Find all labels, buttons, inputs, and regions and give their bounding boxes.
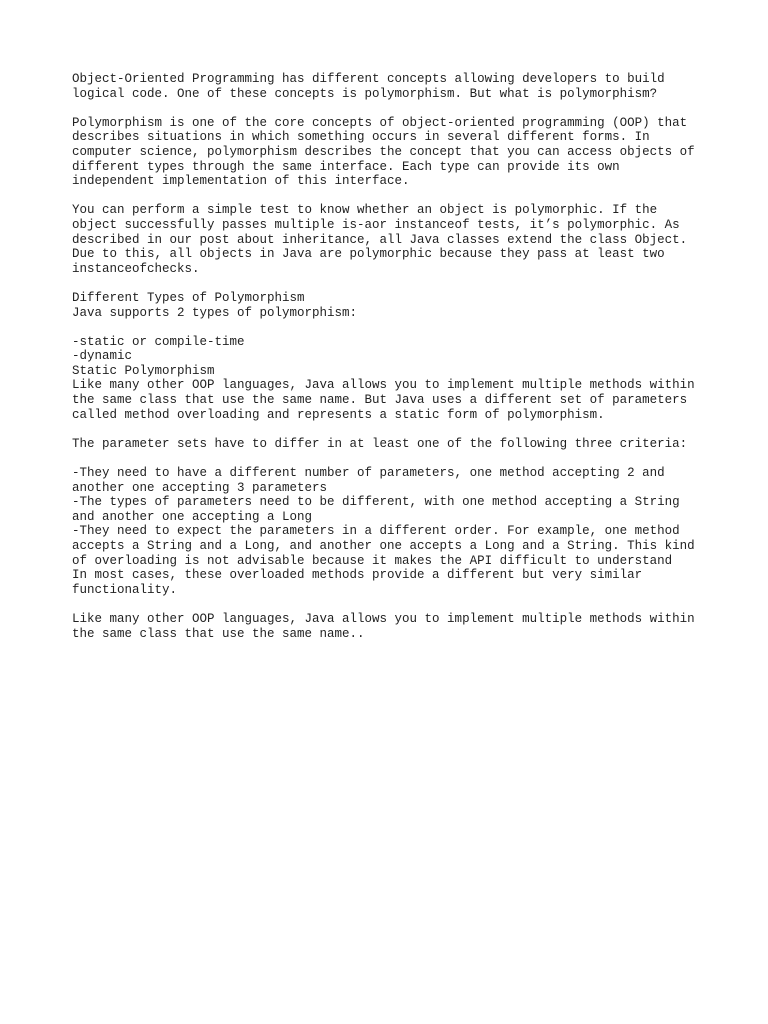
text-line: The parameter sets have to differ in at least one of the following three criteria:: [72, 436, 688, 451]
text-line: of overloading is not advisable because it makes the API difficult to understand: [72, 553, 673, 568]
paragraph-test: [72, 203, 712, 276]
text-line: logical code. One of these concepts is polymorphism. But what is polymorphism?: [72, 86, 658, 101]
paragraph-closing: [72, 612, 712, 641]
text-line: computer science, polymorphism describes the concept that you can access objects of: [72, 144, 695, 159]
list-item: -They need to expect the parameters in a different order. For example, one method: [72, 524, 680, 539]
text-line: describes situations in which something occurs in several different forms. In: [72, 130, 650, 145]
text-line: accepts a String and a Long, and another one accepts a Long and a String. This kind: [72, 539, 695, 553]
text-line: different types through the same interface. Each type can provide its own: [72, 159, 620, 174]
section-criteria: [72, 466, 712, 597]
text-line: called method overloading and represents a static form of polymorphism.: [72, 407, 605, 422]
text-line: Java supports 2 types of polymorphism:: [72, 305, 358, 320]
paragraph-intro: [72, 72, 712, 101]
list-item: -The types of parameters need to be different, with one method accepting a String: [72, 495, 680, 510]
text-line: independent implementation of this interface.: [72, 174, 410, 189]
text-line: You can perform a simple test to know whether an object is polymorphic. If the: [72, 203, 658, 218]
paragraph-criteria-intro: [72, 437, 712, 452]
text-line: the same class that use the same name. But Java uses a different set of parameters: [72, 393, 688, 408]
text-line: instanceofchecks.: [72, 261, 200, 276]
text-line: described in our post about inheritance, all Java classes extend the class Object.: [72, 232, 688, 247]
text-line: In most cases, these overloaded methods provide a different but very similar: [72, 568, 643, 583]
section-types: [72, 291, 712, 320]
text-line: functionality.: [72, 582, 178, 597]
text-line: Like many other OOP languages, Java allows you to implement multiple methods within: [72, 378, 695, 393]
document-page: [72, 72, 712, 656]
section-static: [72, 335, 712, 423]
text-line: another one accepting 3 parameters: [72, 480, 328, 495]
text-line: Polymorphism is one of the core concepts of object-oriented programming (OOP) that: [72, 115, 688, 130]
list-item: -static or compile-time: [72, 334, 245, 349]
text-line: Object-Oriented Programming has different concepts allowing developers to build: [72, 72, 665, 86]
text-line: Due to this, all objects in Java are polymorphic because they pass at least two: [72, 247, 665, 262]
paragraph-definition: [72, 116, 712, 189]
section-heading: Different Types of Polymorphism: [72, 290, 305, 305]
text-line: the same class that use the same name..: [72, 626, 365, 641]
text-line: and another one accepting a Long: [72, 509, 313, 524]
text-line: object successfully passes multiple is-aor instanceof tests, it’s polymorphic. As: [72, 217, 680, 232]
section-heading: Static Polymorphism: [72, 363, 215, 378]
list-item: -dynamic: [72, 349, 133, 364]
text-line: Like many other OOP languages, Java allows you to implement multiple methods within: [72, 611, 695, 626]
list-item: -They need to have a different number of parameters, one method accepting 2 and: [72, 466, 665, 481]
